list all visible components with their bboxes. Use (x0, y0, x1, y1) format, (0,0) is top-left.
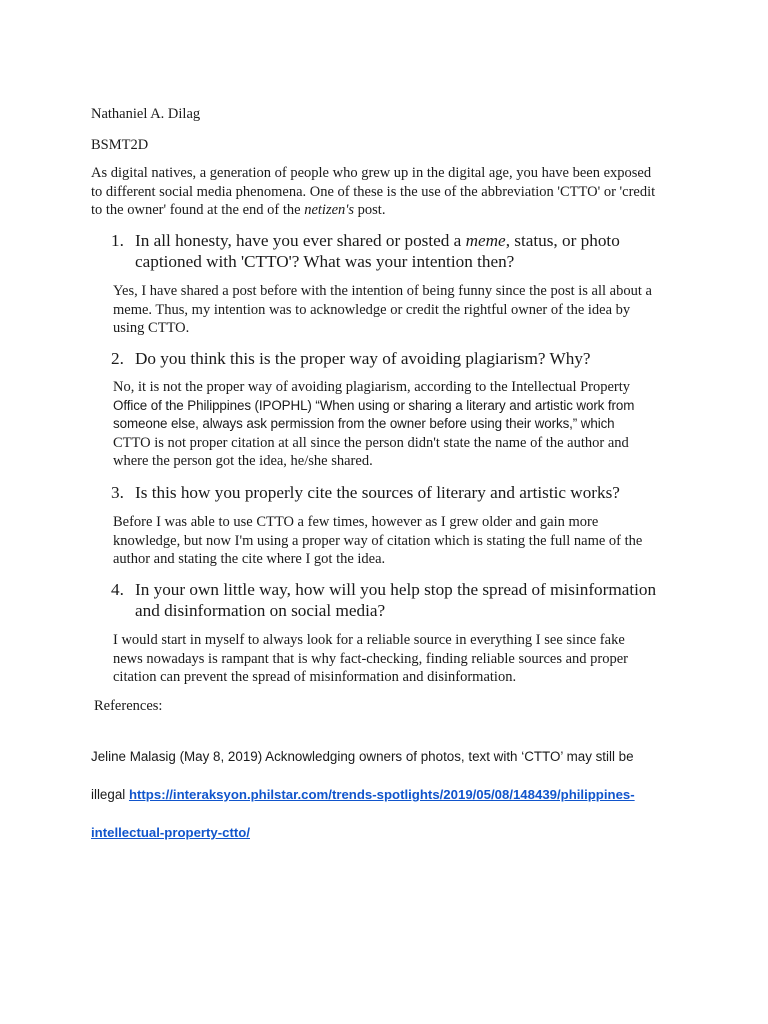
section-code: BSMT2D (91, 137, 149, 153)
reference-url-link[interactable]: https://interaksyon.philstar.com/trends-spotlights/2019/05/08/148439/philippines- (128, 787, 635, 802)
reference-citation-text: Jeline Malasig (May 8, 2019) Acknowledging owners of photos, text with ‘CTTO’ may still be (91, 749, 634, 764)
intro-line-2: to different social media phenomena. One of these is the use of the abbreviation 'CTTO' or 'credit (91, 183, 656, 200)
answer-line: Before I was able to use CTTO a few times, however as I grew older and gain more (113, 514, 599, 530)
answer-line: where the person got the idea, he/she shared. (113, 453, 373, 469)
question-1-text-end: , status, or photo (505, 231, 620, 250)
answer-line: author and stating the cite where I got the idea. (113, 551, 386, 567)
question-3 (111, 482, 671, 503)
question-1-line-2: captioned with 'CTTO'? What was your intention then? (135, 252, 515, 271)
question-2 (111, 348, 671, 369)
answer-line: citation can prevent the spread of misinformation and disinformation. (113, 669, 517, 685)
reference-url-link-continued[interactable]: intellectual-property-ctto/ (91, 825, 250, 840)
intro-line-1: As digital natives, a generation of people who grew up in the digital age, you have been exposed (91, 165, 652, 181)
question-2-line-1: Do you think this is the proper way of avoiding plagiarism? Why? (135, 349, 591, 368)
question-1-text-start: In all honesty, have you ever shared or posted a (135, 231, 466, 250)
netizens-emphasis: netizen's (304, 202, 355, 218)
references-heading: References: (94, 698, 163, 714)
meme-emphasis: meme (465, 231, 506, 250)
answer-line: Office of the Philippines (IPOPHL) “When using or sharing a literary and artistic work from (113, 397, 635, 413)
question-1-line-1 (111, 230, 671, 251)
answer-line: someone else, always ask permission from the owner before using their works,” which (113, 416, 615, 431)
reference-entry-line-3 (91, 824, 250, 843)
answer-2 (113, 378, 693, 471)
intro-paragraph (91, 164, 681, 220)
question-4-line-1: In your own little way, how will you help stop the spread of misinformation (135, 580, 657, 599)
author-name: Nathaniel A. Dilag (91, 106, 201, 122)
answer-line: CTTO is not proper citation at all since the person didn't state the name of the author and (113, 434, 629, 451)
answer-4 (113, 631, 693, 687)
question-3-line-1: Is this how you properly cite the sources of literary and artistic works? (135, 483, 620, 502)
answer-3 (113, 513, 693, 569)
question-number: 3. (111, 483, 124, 502)
answer-line: I would start in myself to always look for a reliable source in everything I see since fake (113, 632, 625, 648)
intro-line-3 (91, 201, 681, 220)
intro-line-3-end: post. (354, 202, 386, 218)
answer-line: using CTTO. (113, 320, 190, 336)
question-4-line-2: and disinformation on social media? (135, 601, 386, 620)
question-number: 4. (111, 580, 124, 599)
answer-line: Yes, I have shared a post before with the intention of being funny since the post is all about a (113, 283, 652, 299)
reference-entry-line-1 (91, 748, 634, 767)
intro-line-3-start: to the owner' found at the end of the (91, 202, 305, 218)
reference-entry-line-2 (91, 786, 635, 805)
question-number: 2. (111, 349, 124, 368)
answer-line: meme. Thus, my intention was to acknowledge or credit the rightful owner of the idea by (113, 301, 631, 318)
question-number: 1. (111, 231, 124, 250)
answer-line: knowledge, but now I'm using a proper way of citation which is stating the full name of the (113, 532, 643, 549)
answer-1 (113, 282, 693, 338)
reference-prefix-text: illegal (91, 787, 129, 802)
answer-line: news nowadays is rampant that is why fact-checking, finding reliable sources and proper (113, 650, 628, 667)
answer-line: No, it is not the proper way of avoiding plagiarism, according to the Intellectual Property (113, 379, 631, 395)
question-1 (111, 230, 671, 272)
question-4 (111, 579, 671, 621)
